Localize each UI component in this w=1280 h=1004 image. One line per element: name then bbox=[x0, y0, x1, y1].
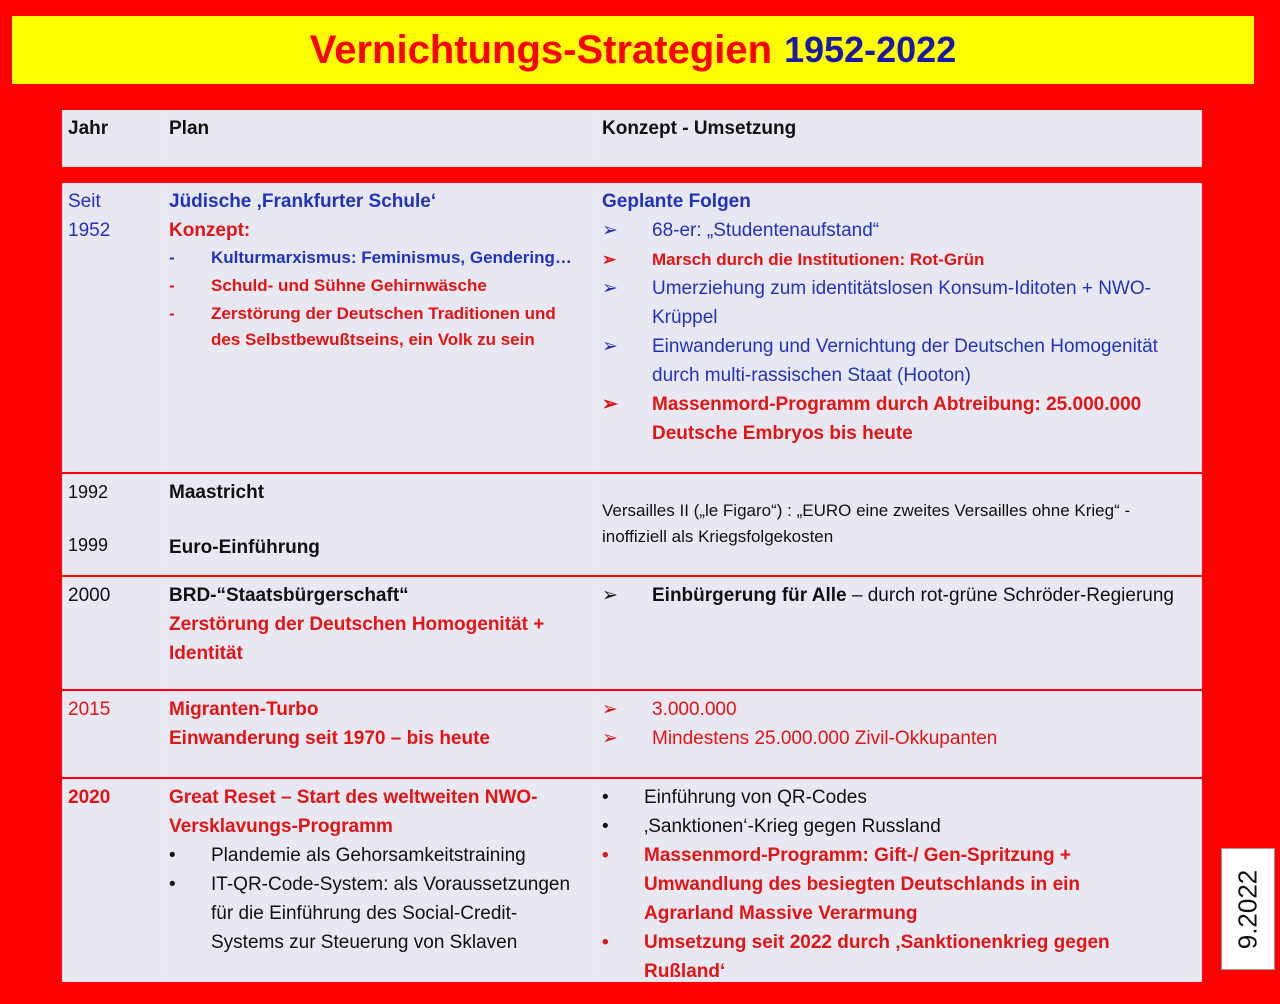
list-item bbox=[169, 301, 588, 353]
result-cell bbox=[596, 577, 1202, 689]
arrow-icon: ➢ bbox=[602, 394, 618, 415]
plan-item: Plandemie als Gehorsamkeitstraining bbox=[211, 845, 526, 866]
result-item: Einführung von QR-Codes bbox=[644, 787, 867, 808]
result-item: Massenmord-Programm durch Abtreibung: 25.000.000 Deutsche Embryos bis heute bbox=[652, 394, 1142, 444]
list-item bbox=[602, 783, 1132, 812]
plan-item: IT-QR-Code-System: als Voraussetzungen für die Einführung des Social-Credit-Systems zur Steuerung von Sklaven bbox=[211, 874, 571, 953]
result-bold: Einbürgerung für Alle bbox=[652, 585, 847, 606]
list-item bbox=[169, 841, 588, 870]
list-item bbox=[602, 841, 1132, 928]
year-cell bbox=[62, 577, 161, 689]
result-item: Mindestens 25.000.000 Zivil-Okkupanten bbox=[652, 728, 998, 749]
list-item bbox=[602, 332, 1196, 390]
year-line: Seit bbox=[68, 191, 101, 212]
plan-item: Schuld- und Sühne Gehirnwäsche bbox=[211, 276, 487, 295]
result-item: 68-er: „Studentenaufstand“ bbox=[652, 220, 880, 241]
result-cell bbox=[596, 474, 1202, 575]
result-item: Massenmord-Programm: Gift-/ Gen-Spritzung + Umwandlung des besiegten Deutschlands in ein Agrarland Massive Verarmung bbox=[644, 845, 1081, 924]
arrow-icon: ➢ bbox=[602, 250, 617, 269]
plan-cell bbox=[163, 183, 594, 472]
table-row bbox=[62, 577, 1202, 689]
result-item bbox=[652, 581, 1174, 610]
year-cell bbox=[62, 183, 161, 472]
plan-subtitle: Zerstörung der Deutschen Homogenität + Identität bbox=[169, 614, 545, 664]
list-item bbox=[602, 724, 1196, 753]
result-item: Umsetzung seit 2022 durch ‚Sanktionenkrieg gegen Rußland‘ bbox=[644, 932, 1110, 982]
arrow-icon: ➢ bbox=[602, 336, 618, 357]
year-cell bbox=[62, 779, 161, 982]
list-item bbox=[602, 695, 1196, 724]
result-item: 3.000.000 bbox=[652, 699, 737, 720]
list-item bbox=[602, 390, 1196, 448]
list-item bbox=[602, 216, 1196, 245]
arrow-icon: ➢ bbox=[602, 728, 618, 749]
table-row bbox=[62, 691, 1202, 777]
title-years: 1952-2022 bbox=[784, 29, 957, 70]
result-item: ‚Sanktionen‘-Krieg gegen Russland bbox=[644, 816, 941, 837]
arrow-icon: ➢ bbox=[602, 699, 618, 720]
dash-marker: - bbox=[169, 276, 175, 295]
year-line: 1952 bbox=[68, 220, 111, 241]
year-cell bbox=[62, 474, 161, 575]
plan-title: Jüdische ‚Frankfurter Schule‘ bbox=[169, 191, 437, 212]
bullet-icon: • bbox=[602, 787, 609, 808]
plan-title: Migranten-Turbo bbox=[169, 699, 319, 720]
table-row bbox=[62, 183, 1202, 472]
plan-cell bbox=[163, 691, 594, 777]
arrow-icon: ➢ bbox=[602, 220, 618, 241]
page-title: Vernichtungs-Strategien bbox=[309, 27, 773, 72]
header-konzept: Konzept - Umsetzung bbox=[602, 118, 797, 139]
year-line: 1999 bbox=[68, 535, 109, 555]
plan-item: Zerstörung der Deutschen Traditionen und des Selbstbewußtseins, ein Volk zu sein bbox=[211, 304, 556, 349]
bullet-icon: • bbox=[602, 816, 609, 837]
list-item bbox=[602, 812, 1132, 841]
header-konzept-cell bbox=[596, 110, 1202, 167]
year-line: 2020 bbox=[68, 787, 111, 808]
bullet-icon: • bbox=[169, 845, 176, 866]
date-stamp-text: 9.2022 bbox=[1232, 869, 1263, 949]
result-item: Marsch durch die Institutionen: Rot-Grün bbox=[652, 250, 985, 269]
plan-title: BRD-“Staatsbürgerschaft“ bbox=[169, 585, 409, 606]
table-row bbox=[62, 779, 1202, 982]
bullet-icon: • bbox=[169, 874, 176, 895]
result-cell bbox=[596, 183, 1202, 472]
result-title: Geplante Folgen bbox=[602, 191, 751, 212]
table-row bbox=[62, 474, 1202, 575]
date-stamp bbox=[1221, 848, 1275, 970]
table-header-row bbox=[62, 110, 1202, 167]
dash-marker: - bbox=[169, 304, 175, 323]
list-item bbox=[602, 928, 1132, 986]
plan-title: Maastricht bbox=[169, 482, 265, 503]
list-item bbox=[602, 245, 1196, 274]
header-jahr: Jahr bbox=[68, 118, 109, 139]
arrow-icon: ➢ bbox=[602, 278, 618, 299]
result-cell bbox=[596, 779, 1202, 982]
plan-title: Euro-Einführung bbox=[169, 537, 320, 558]
year-cell bbox=[62, 691, 161, 777]
plan-cell bbox=[163, 577, 594, 689]
dash-marker: - bbox=[169, 248, 175, 267]
title-bar bbox=[12, 16, 1254, 84]
result-item: Umerziehung zum identitätslosen Konsum-Iditoten + NWO-Krüppel bbox=[652, 278, 1151, 328]
list-item bbox=[169, 245, 588, 271]
header-plan: Plan bbox=[169, 118, 210, 139]
year-line: 2015 bbox=[68, 699, 111, 720]
bullet-icon: • bbox=[602, 932, 609, 953]
list-item bbox=[602, 274, 1196, 332]
list-item bbox=[169, 870, 588, 957]
plan-cell bbox=[163, 474, 594, 575]
year-line: 1992 bbox=[68, 482, 109, 502]
list-item bbox=[169, 273, 588, 299]
bullet-icon: • bbox=[602, 845, 609, 866]
plan-title: Great Reset – Start des weltweiten NWO-Versklavungs-Programm bbox=[169, 787, 538, 837]
result-item: Einwanderung und Vernichtung der Deutschen Homogenität durch multi-rassischen Staat (Hooton) bbox=[652, 336, 1158, 386]
list-item bbox=[602, 581, 1196, 610]
result-text: Versailles II („le Figaro“) : „EURO eine zweites Versailles ohne Krieg“ - inoffiziell als Kriegsfolgekosten bbox=[602, 501, 1131, 546]
year-line: 2000 bbox=[68, 585, 111, 606]
header-jahr-cell bbox=[62, 110, 161, 167]
result-rest: – durch rot-grüne Schröder-Regierung bbox=[846, 585, 1174, 606]
plan-item: Kulturmarxismus: Feminismus, Gendering… bbox=[211, 248, 572, 267]
header-plan-cell bbox=[163, 110, 594, 167]
result-cell bbox=[596, 691, 1202, 777]
plan-concept-label: Konzept: bbox=[169, 220, 251, 241]
arrow-icon: ➢ bbox=[602, 585, 618, 606]
plan-cell bbox=[163, 779, 594, 982]
plan-subtitle: Einwanderung seit 1970 – bis heute bbox=[169, 728, 490, 749]
